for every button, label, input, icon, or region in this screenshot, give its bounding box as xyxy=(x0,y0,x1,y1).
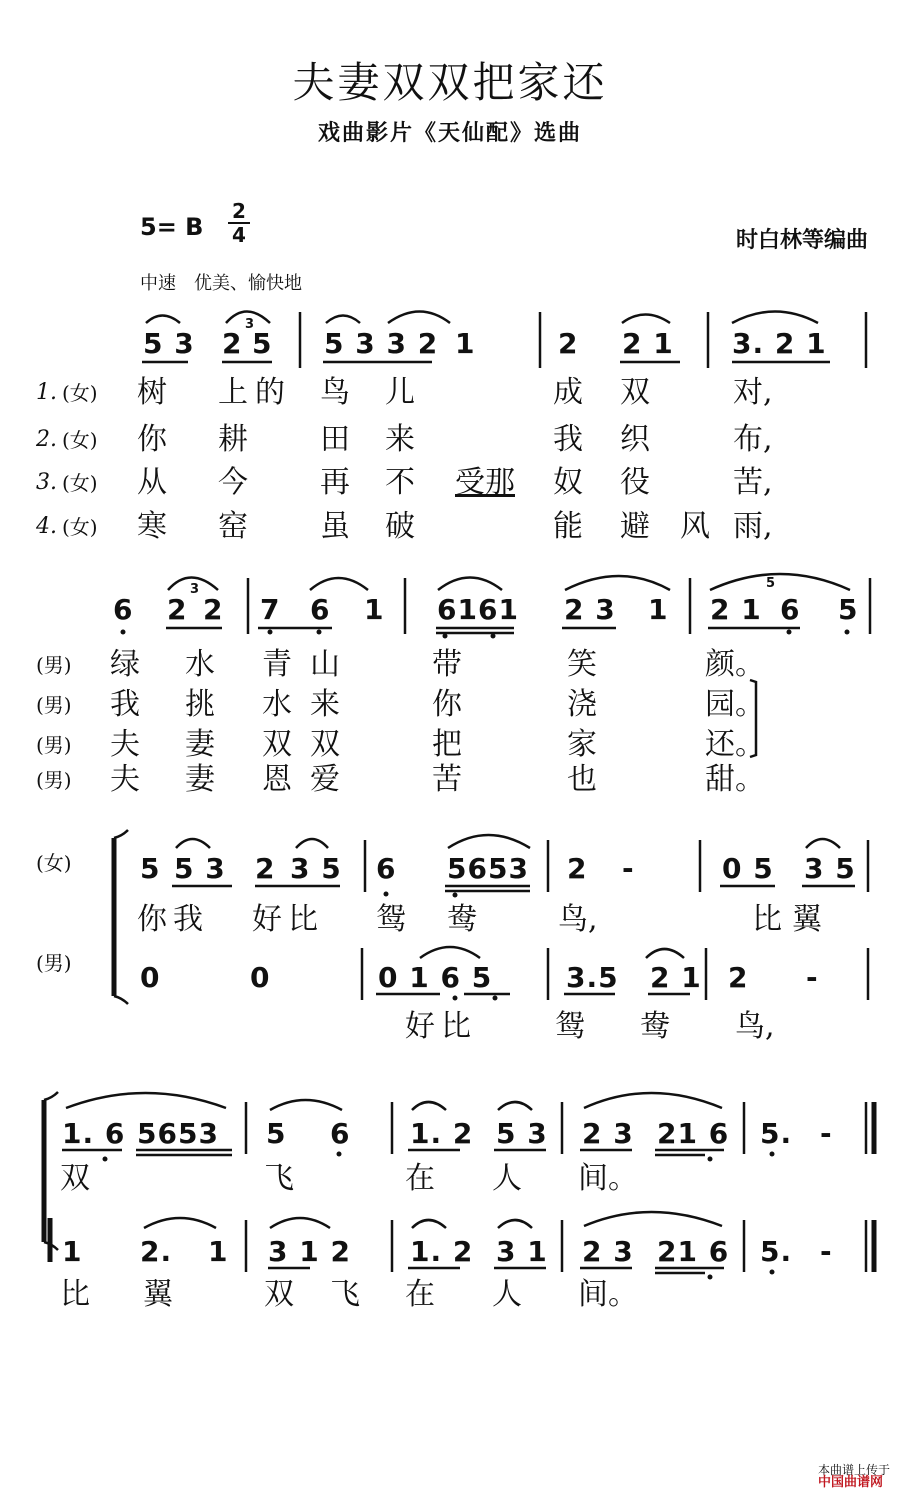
lyric: 苦, xyxy=(733,465,773,500)
note: - xyxy=(820,1235,833,1268)
grace-note: 5 xyxy=(766,576,776,591)
lyric: 奴 xyxy=(553,465,583,500)
lyric: 从 xyxy=(137,465,167,500)
note: 2 3 xyxy=(582,1235,634,1268)
composer-credit: 时白林等编曲 xyxy=(735,228,868,253)
octave-dot xyxy=(443,634,448,639)
footer-upload-text: 本曲谱上传于 xyxy=(817,1463,890,1477)
lyric: 鸯 xyxy=(640,1009,670,1044)
note: 1. 6 xyxy=(62,1117,126,1150)
octave-dot xyxy=(453,996,458,1001)
slur xyxy=(732,312,818,324)
note: 3.5 xyxy=(566,961,619,994)
octave-dot xyxy=(770,1270,775,1275)
note: 1 xyxy=(364,593,385,626)
note: 5 xyxy=(140,852,161,885)
lyric: 双 xyxy=(60,1161,90,1196)
lyric: 耕 xyxy=(218,422,248,457)
note: 6161 xyxy=(437,593,519,626)
slur xyxy=(66,1093,226,1108)
slur xyxy=(420,947,480,958)
slur xyxy=(146,316,180,324)
slur xyxy=(710,574,850,590)
lyric: 再 xyxy=(320,465,350,500)
slur xyxy=(498,1220,532,1228)
lyric: 妻 xyxy=(185,727,215,762)
lyric: 还。 xyxy=(705,727,765,762)
note: 1. 2 xyxy=(410,1117,474,1150)
lyric: 挑 xyxy=(185,687,215,722)
note: 1 xyxy=(62,1235,83,1268)
lyric: 你我 xyxy=(137,902,209,937)
song-title: 夫妻双双把家还 xyxy=(292,58,608,107)
lyric: 鸳 xyxy=(376,902,406,937)
lyric: 园。 xyxy=(705,687,765,722)
note: 1 xyxy=(208,1235,229,1268)
lyric: 人 xyxy=(492,1161,522,1196)
note: 6 xyxy=(376,852,397,885)
note: 2. xyxy=(140,1235,173,1268)
note: 1. 2 xyxy=(410,1235,474,1268)
male-voice-label: (男) xyxy=(36,951,72,975)
lyric: 家 xyxy=(567,727,597,762)
lyric: 鸟 xyxy=(320,375,350,410)
slur xyxy=(310,578,368,590)
slur xyxy=(412,1220,446,1228)
system-bracket xyxy=(44,1092,58,1100)
key-signature: 5= B xyxy=(140,213,204,241)
female-voice-label: (女) xyxy=(36,851,72,875)
note: - xyxy=(622,852,635,885)
note: 21 6 xyxy=(657,1117,730,1150)
octave-dot xyxy=(708,1275,713,1280)
octave-dot xyxy=(493,996,498,1001)
octave-dot xyxy=(103,1157,108,1162)
note: 5 xyxy=(252,327,273,360)
lyric: 也 xyxy=(567,762,597,797)
octave-dot xyxy=(770,1152,775,1157)
note: 5 3 3 2 xyxy=(324,327,439,360)
lyric: 绿 xyxy=(110,647,140,682)
note: 0 xyxy=(250,961,271,994)
slur xyxy=(412,1102,446,1110)
slur xyxy=(622,315,670,324)
octave-dot xyxy=(317,630,322,635)
note: 2 xyxy=(255,852,276,885)
lyric: 来 xyxy=(385,422,415,457)
lyric: 我 xyxy=(110,687,140,722)
verse-number: 2. xyxy=(36,427,57,452)
lyric: 能 xyxy=(553,509,583,544)
lyric: 不 xyxy=(385,465,415,500)
system-bracket xyxy=(114,996,128,1004)
note: 2 xyxy=(558,327,579,360)
note: 2 xyxy=(567,852,588,885)
note: 2 3 xyxy=(564,593,616,626)
slur xyxy=(296,839,328,848)
note: - xyxy=(820,1117,833,1150)
lyric: 山 xyxy=(310,647,340,682)
grace-note: 3 xyxy=(190,582,200,597)
octave-dot xyxy=(708,1157,713,1162)
voice-role: (女) xyxy=(62,515,98,539)
note: 3 1 xyxy=(496,1235,548,1268)
slur xyxy=(326,316,360,324)
lyric: 对, xyxy=(733,375,773,410)
note: 1 xyxy=(455,327,476,360)
lyric: 成 xyxy=(553,375,583,410)
note: 2 3 xyxy=(582,1117,634,1150)
lyric: 役 xyxy=(620,465,650,500)
verse-number: 3. xyxy=(36,470,57,495)
lyric: 鸳 xyxy=(555,1009,585,1044)
lyric: 的 xyxy=(255,375,285,410)
octave-dot xyxy=(491,634,496,639)
note: 2 xyxy=(728,961,749,994)
lyric: 双 xyxy=(620,375,650,410)
slur xyxy=(168,578,218,591)
note: 2 1 xyxy=(622,327,674,360)
note: 5 xyxy=(266,1117,287,1150)
note: 0 1 6 5 xyxy=(378,961,493,994)
voice-role: (男) xyxy=(36,768,72,792)
slur xyxy=(388,312,450,324)
lyric: 把 xyxy=(432,727,462,762)
octave-dot xyxy=(453,893,458,898)
lyric: 织 xyxy=(620,422,650,457)
lyric: 双双 xyxy=(262,727,358,762)
note: 0 xyxy=(140,961,161,994)
note: 2 1 xyxy=(650,961,702,994)
lyric: 颜。 xyxy=(705,647,765,682)
note: 0 5 xyxy=(722,852,774,885)
voice-role: (男) xyxy=(36,693,72,717)
octave-dot xyxy=(121,630,126,635)
voice-role: (女) xyxy=(62,428,98,452)
lyric: 我 xyxy=(553,422,583,457)
note: 6 xyxy=(780,593,801,626)
lyric: 鸯 xyxy=(447,902,477,937)
octave-dot xyxy=(845,630,850,635)
lyric: 比翼 xyxy=(752,902,832,937)
lyric: 虽 xyxy=(320,509,350,544)
lyric: 受那 xyxy=(455,465,515,500)
note: 2 xyxy=(203,593,224,626)
slur xyxy=(806,839,840,848)
lyric: 恩爱 xyxy=(262,762,358,797)
lyric: 在 xyxy=(405,1161,435,1196)
tempo-marking: 中速 优美、愉快地 xyxy=(140,273,302,294)
note: 6 xyxy=(310,593,331,626)
voice-role: (女) xyxy=(62,471,98,495)
lyric: 鸟, xyxy=(558,902,598,937)
lyric: 上 xyxy=(218,375,248,410)
note: 5653 xyxy=(137,1117,219,1150)
voice-role: (男) xyxy=(36,733,72,757)
lyric: 窑 xyxy=(218,509,248,544)
note: 5653 xyxy=(447,852,529,885)
octave-dot xyxy=(268,630,273,635)
lyric: 水来 xyxy=(262,687,358,722)
lyric: 苦 xyxy=(432,762,462,797)
lyric: 妻 xyxy=(185,762,215,797)
note: 1 xyxy=(648,593,669,626)
octave-dot xyxy=(787,630,792,635)
lyric: 飞 xyxy=(264,1161,294,1196)
lyric: 儿 xyxy=(385,375,415,410)
voice-role: (女) xyxy=(62,381,98,405)
lyric: 好比 xyxy=(252,902,324,937)
system-bracket xyxy=(114,830,128,838)
note: 3. 2 1 xyxy=(732,327,827,360)
note: 5 3 xyxy=(143,327,195,360)
slur xyxy=(176,839,210,848)
note: 6 xyxy=(113,593,134,626)
lyric: 水 xyxy=(185,647,215,682)
slur xyxy=(584,1212,722,1226)
verse-bracket xyxy=(750,680,756,757)
slur xyxy=(270,1100,342,1110)
lyric: 浇 xyxy=(567,687,597,722)
slur xyxy=(498,1102,532,1110)
lyric: 你 xyxy=(432,687,462,722)
lyric: 夫 xyxy=(110,727,140,762)
time-signature-bottom: 4 xyxy=(232,223,246,247)
slur xyxy=(646,949,684,958)
lyric: 你 xyxy=(137,422,167,457)
note: 2 1 xyxy=(710,593,762,626)
slur xyxy=(438,578,502,591)
lyric: 雨, xyxy=(733,509,773,544)
slur xyxy=(270,1218,330,1228)
slur xyxy=(448,835,530,848)
lyric: 双 xyxy=(264,1277,294,1312)
note: 3 1 2 xyxy=(268,1235,351,1268)
verse-number: 4. xyxy=(36,514,57,539)
lyric: 鸟, xyxy=(735,1009,775,1044)
note: - xyxy=(806,961,819,994)
lyric: 好比 xyxy=(405,1009,477,1044)
note: 6 xyxy=(330,1117,351,1150)
lyric: 青 xyxy=(262,647,292,682)
note: 2 xyxy=(222,327,243,360)
lyric: 寒 xyxy=(137,509,167,544)
lyric: 避 xyxy=(620,509,650,544)
octave-dot xyxy=(337,1152,342,1157)
lyric: 间。 xyxy=(578,1277,638,1312)
lyric: 人 xyxy=(492,1277,522,1312)
song-subtitle: 戏曲影片《天仙配》选曲 xyxy=(317,120,582,146)
note: 5 3 xyxy=(496,1117,548,1150)
lyric: 带 xyxy=(432,647,462,682)
note: 3 5 xyxy=(290,852,342,885)
lyric: 布, xyxy=(733,422,773,457)
lyric: 笑 xyxy=(567,647,597,682)
lyric: 比 xyxy=(60,1277,90,1312)
note: 21 6 xyxy=(657,1235,730,1268)
lyric: 风 xyxy=(680,509,710,544)
note: 5. xyxy=(760,1117,793,1150)
lyric: 翼 xyxy=(143,1277,173,1312)
lyric: 树 xyxy=(137,375,167,410)
lyric: 破 xyxy=(385,509,415,544)
lyric: 夫 xyxy=(110,762,140,797)
grace-note: 3 xyxy=(245,317,255,332)
lyric: 飞 xyxy=(330,1277,360,1312)
note: 2 xyxy=(167,593,188,626)
note: 5 xyxy=(838,593,859,626)
note: 5. xyxy=(760,1235,793,1268)
voice-role: (男) xyxy=(36,653,72,677)
note: 7 xyxy=(260,593,281,626)
footer-watermark xyxy=(810,1452,890,1489)
lyric: 在 xyxy=(405,1277,435,1312)
note: 5 3 xyxy=(174,852,226,885)
slur xyxy=(584,1093,722,1108)
site-logo: 中国曲谱网 xyxy=(817,1475,883,1490)
verse-number: 1. xyxy=(36,380,57,405)
slur xyxy=(226,312,270,324)
slur xyxy=(565,576,670,590)
lyric: 田 xyxy=(320,422,350,457)
lyric: 间。 xyxy=(578,1161,638,1196)
time-signature-top: 2 xyxy=(232,199,246,223)
note: 3 5 xyxy=(804,852,856,885)
octave-dot xyxy=(384,892,389,897)
lyric: 甜。 xyxy=(705,762,765,797)
slur xyxy=(144,1218,216,1228)
lyric: 今 xyxy=(218,465,248,500)
